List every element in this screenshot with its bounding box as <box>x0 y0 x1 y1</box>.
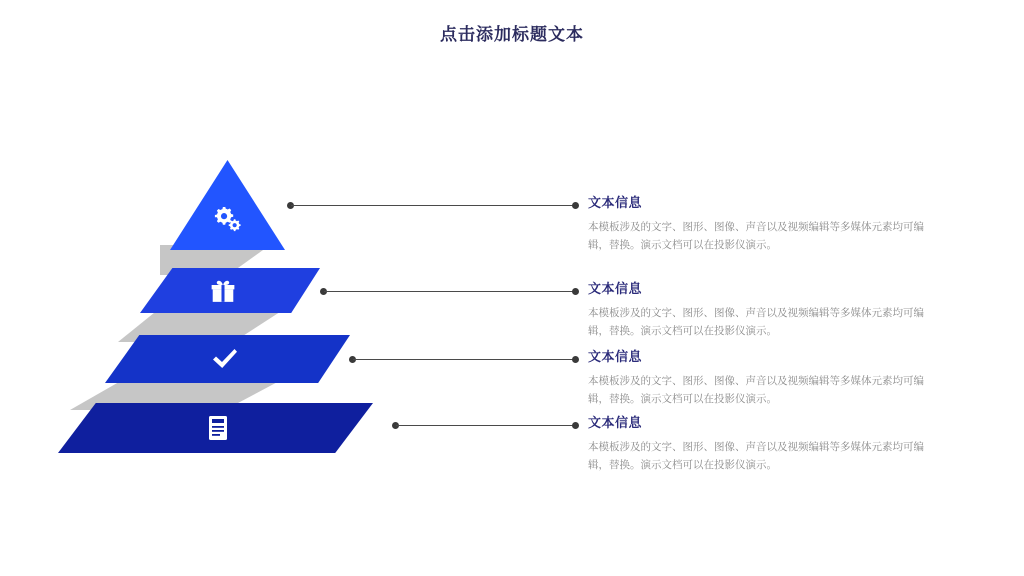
pyramid-level-2[interactable] <box>140 268 320 313</box>
text-block-3[interactable] <box>588 346 943 409</box>
page-title: 点击添加标题文本 <box>440 25 584 44</box>
gears-icon <box>170 198 285 238</box>
gift-icon <box>140 273 305 308</box>
text-block-4[interactable] <box>588 412 943 475</box>
text-block-3-body: 本模板涉及的文字、图形、图像、声音以及视频编辑等多媒体元素均可编辑，替换。演示文档可以在投影仪演示。 <box>588 375 924 406</box>
text-block-2-body: 本模板涉及的文字、图形、图像、声音以及视频编辑等多媒体元素均可编辑，替换。演示文档可以在投影仪演示。 <box>588 307 924 338</box>
connector-line-4 <box>396 425 576 426</box>
connector-line-1 <box>291 205 576 206</box>
pyramid-level-4[interactable] <box>58 403 373 453</box>
text-block-4-body: 本模板涉及的文字、图形、图像、声音以及视频编辑等多媒体元素均可编辑，替换。演示文档可以在投影仪演示。 <box>588 441 924 472</box>
text-block-1[interactable] <box>588 192 943 255</box>
text-block-1-title: 文本信息 <box>588 195 643 210</box>
document-icon <box>58 410 378 446</box>
pyramid-level-3[interactable] <box>105 335 350 383</box>
connector-dot-right-2 <box>572 288 579 295</box>
text-block-3-title: 文本信息 <box>588 349 643 364</box>
text-block-4-title: 文本信息 <box>588 415 643 430</box>
connector-line-3 <box>353 359 576 360</box>
pyramid-level-1[interactable] <box>170 160 285 250</box>
connector-dot-right-1 <box>572 202 579 209</box>
text-block-2-title: 文本信息 <box>588 281 643 296</box>
connector-dot-right-3 <box>572 356 579 363</box>
text-block-1-body: 本模板涉及的文字、图形、图像、声音以及视频编辑等多媒体元素均可编辑，替换。演示文档可以在投影仪演示。 <box>588 221 924 252</box>
text-block-2[interactable] <box>588 278 943 341</box>
connector-line-2 <box>324 291 576 292</box>
check-icon <box>105 341 345 377</box>
pyramid-diagram <box>40 150 400 460</box>
connector-dot-right-4 <box>572 422 579 429</box>
